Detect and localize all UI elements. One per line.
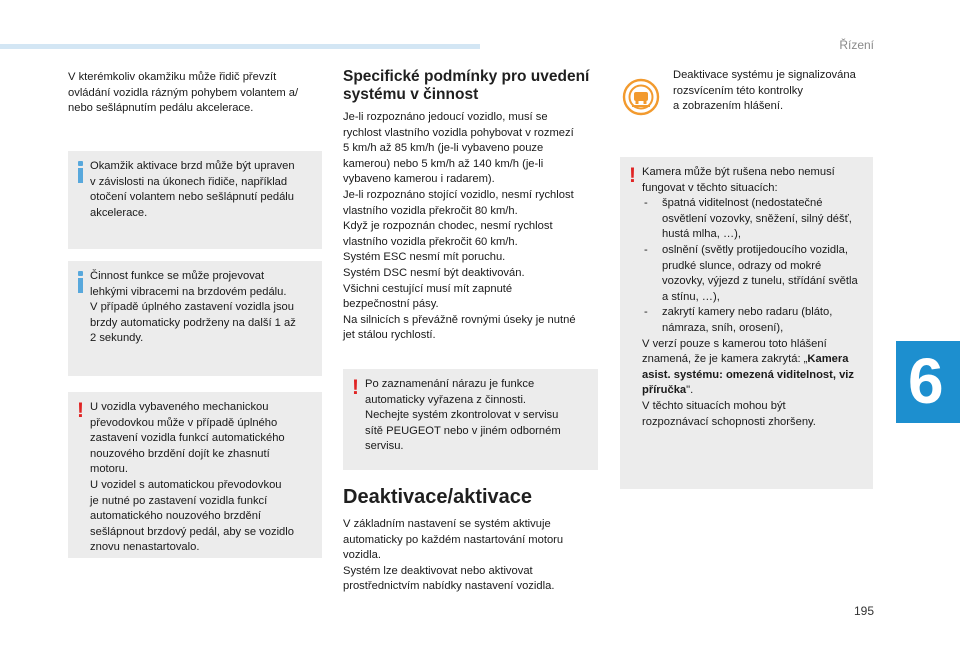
info-box-text: Okamžik aktivace brzd může být upraven v závislosti na úkonech řidiče, například otočení volantem nebo sešlápnutí pedálu akcelerace. bbox=[90, 160, 295, 219]
warning-box-impact bbox=[343, 369, 598, 470]
info-icon bbox=[78, 161, 83, 183]
warning-message-bold: Kamera asist. systému: omezená viditelnost, viz příručka bbox=[642, 353, 855, 397]
warning-icon: ! bbox=[77, 399, 84, 422]
camera-situations-list bbox=[642, 196, 863, 336]
info-box-brake-timing bbox=[68, 151, 322, 249]
warning-lamp-icon bbox=[622, 78, 660, 116]
warning-icon: ! bbox=[352, 376, 359, 399]
warning-box-manual-gearbox bbox=[68, 392, 322, 558]
header-accent-bar bbox=[0, 44, 480, 49]
page-number: 195 bbox=[853, 604, 874, 618]
lamp-description: Deaktivace systému je signalizována rozsvícením této kontrolky a zobrazením hlášení. bbox=[673, 69, 856, 113]
list-item: - oslnění (světly protijedoucího vozidla, prudké slunce, odrazy od mokré vozovky, výjezd z tunelu, střídání světla a stínu, …), bbox=[642, 243, 863, 305]
warning-message-prefix: V verzí pouze s kamerou toto hlášení znamená, že je kamera zakrytá: „ bbox=[642, 337, 827, 366]
warning-icon: ! bbox=[629, 164, 636, 187]
chapter-tab bbox=[896, 341, 960, 423]
list-item: - zakrytí kamery nebo radaru (bláto, námraza, sníh, orosení), bbox=[642, 305, 863, 336]
section-title: Řízení bbox=[839, 38, 874, 52]
warning-message bbox=[642, 337, 863, 399]
heading-deactivation: Deaktivace/aktivace bbox=[343, 486, 533, 508]
conditions-paragraph: Je-li rozpoznáno jedoucí vozidlo, musí se rychlost vlastního vozidla pohybovat v rozmezí 5 km/h až 85 km/h (je-li vybaveno pouze kamerou) nebo 5 km/h až 140 km/h (je-li vybaveno kamerou i radarem). Je-li rozpoznáno stojící vozidlo, nesmí rychlost vlastního vozidla překročit 80 km/h. Když je rozpoznán chodec, nesmí rychlost vlastního vozidla překročit 60 km/h. Systém ESC nesmí mít poruchu. Systém DSC nesmí být deaktivován. Všichni cestující musí mít zapnuté bezpečnostní pásy. Na silnicích s převážně rovnými úseky je nutné jet stálou rychlostí. bbox=[343, 111, 576, 342]
info-box-vibration bbox=[68, 261, 322, 376]
warning-intro: Kamera může být rušena nebo nemusí fungovat v těchto situacích: bbox=[642, 166, 835, 194]
deactivation-paragraph: V základním nastavení se systém aktivuje automaticky po každém nastartování motoru vozidla. Systém lze deaktivovat nebo aktivovat prostřednictvím nabídky nastavení vozidla. bbox=[343, 518, 564, 593]
info-icon bbox=[78, 271, 83, 293]
warning-box-text: U vozidla vybaveného mechanickou převodovkou může v případě úplného zastavení vozidla funkcí automatického nouzového brzdění dojít ke zhasnutí motoru. U vozidel s automatickou převodovkou je nutné po zastavení vozidla funkcí automatického nouzového brzdění sešlápnout brzdový pedál, aby se vozidlo znovu nenastartovalo. bbox=[90, 401, 294, 554]
info-box-text: Činnost funkce se může projevovat lehkými vibracemi na brzdovém pedálu. V případě úplného zastavení vozidla jsou brzdy automaticky podrženy na další 1 až 2 sekundy. bbox=[90, 270, 296, 345]
warning-outro: V těchto situacích mohou být rozpoznávací schopnosti zhoršeny. bbox=[642, 399, 816, 428]
list-item: - špatná viditelnost (nedostatečné osvětlení vozovky, sněžení, silný déšť, hustá mlha, …), bbox=[642, 196, 863, 243]
warning-box-text: Po zaznamenání nárazu je funkce automaticky vyřazena z činnosti. Nechejte systém zkontrolovat v servisu sítě PEUGEOT nebo v jiném odborném servisu. bbox=[365, 378, 561, 453]
warning-box-camera bbox=[620, 157, 873, 489]
intro-paragraph: V kterémkoliv okamžiku může řidič převzít ovládání vozidla rázným pohybem volantem a/ nebo sešlápnutím pedálu akcelerace. bbox=[68, 71, 299, 115]
chapter-number: 6 bbox=[908, 345, 944, 417]
warning-message-suffix: ". bbox=[686, 384, 694, 397]
heading-conditions: Specifické podmínky pro uvedení systému v činnost bbox=[343, 68, 590, 103]
